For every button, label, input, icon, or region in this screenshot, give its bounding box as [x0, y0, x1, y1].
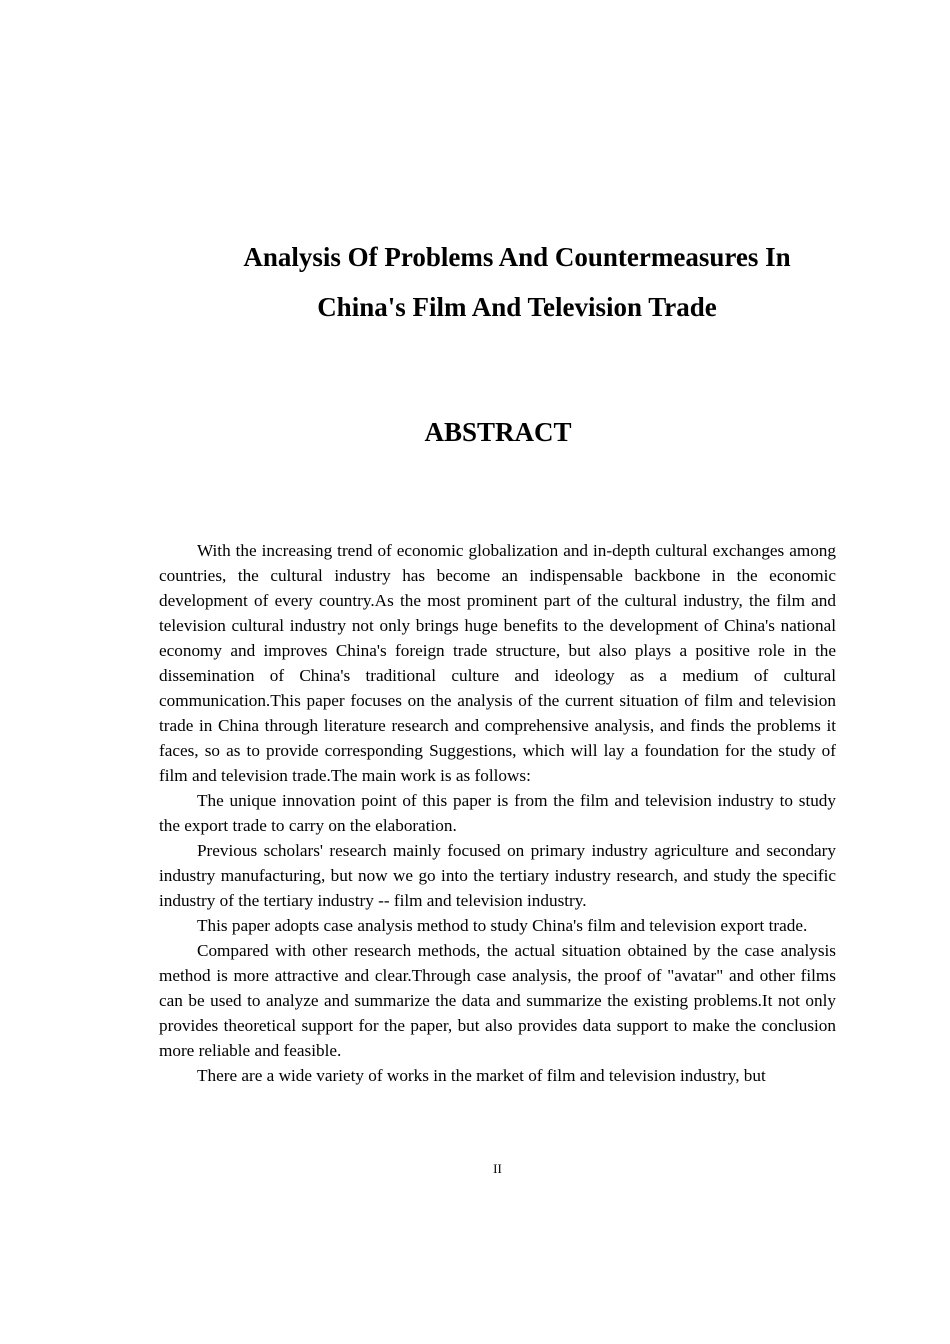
paper-title: [160, 232, 874, 332]
abstract-paragraph-5: Compared with other research methods, the actual situation obtained by the case analysis method is more attractive and clear.Through case analysis, the proof of "avatar" and other films can be used to analyze and summarize the data and summarize the existing problems.It not only provides theoretical support for the paper, but also provides data support to make the conclusion more reliable and feasible.: [159, 941, 836, 1060]
abstract-paragraph-4: This paper adopts case analysis method to study China's film and television export trade.: [197, 916, 808, 935]
abstract-body: [159, 538, 836, 1088]
page-number: II: [493, 1161, 502, 1176]
title-line-2: China's Film And Television Trade: [317, 292, 717, 322]
abstract-paragraph-3: Previous scholars' research mainly focused on primary industry agriculture and secondary industry manufacturing, but now we go into the tertiary industry research, and study the specific industry of the tertiary industry -- film and television industry.: [159, 841, 836, 910]
abstract-paragraph-1: With the increasing trend of economic globalization and in-depth cultural exchanges among countries, the cultural industry has become an indispensable backbone in the economic development of every country.As the most prominent part of the cultural industry, the film and television cultural industry not only brings huge benefits to the development of China's national economy and improves China's foreign trade structure, but also plays a positive role in the dissemination of China's traditional culture and ideology as a medium of cultural communication.This paper focuses on the analysis of the current situation of film and television trade in China through literature research and comprehensive analysis, and finds the problems it faces, so as to provide corresponding Suggestions, which will lay a foundation for the study of film and television trade.The main work is as follows:: [159, 541, 836, 785]
abstract-paragraph-2: The unique innovation point of this paper is from the film and television industry to study the export trade to carry on the elaboration.: [159, 791, 836, 835]
title-line-1: Analysis Of Problems And Countermeasures In: [243, 242, 791, 272]
abstract-heading: ABSTRACT: [424, 417, 572, 447]
abstract-paragraph-6: There are a wide variety of works in the market of film and television industry, but: [197, 1066, 766, 1085]
